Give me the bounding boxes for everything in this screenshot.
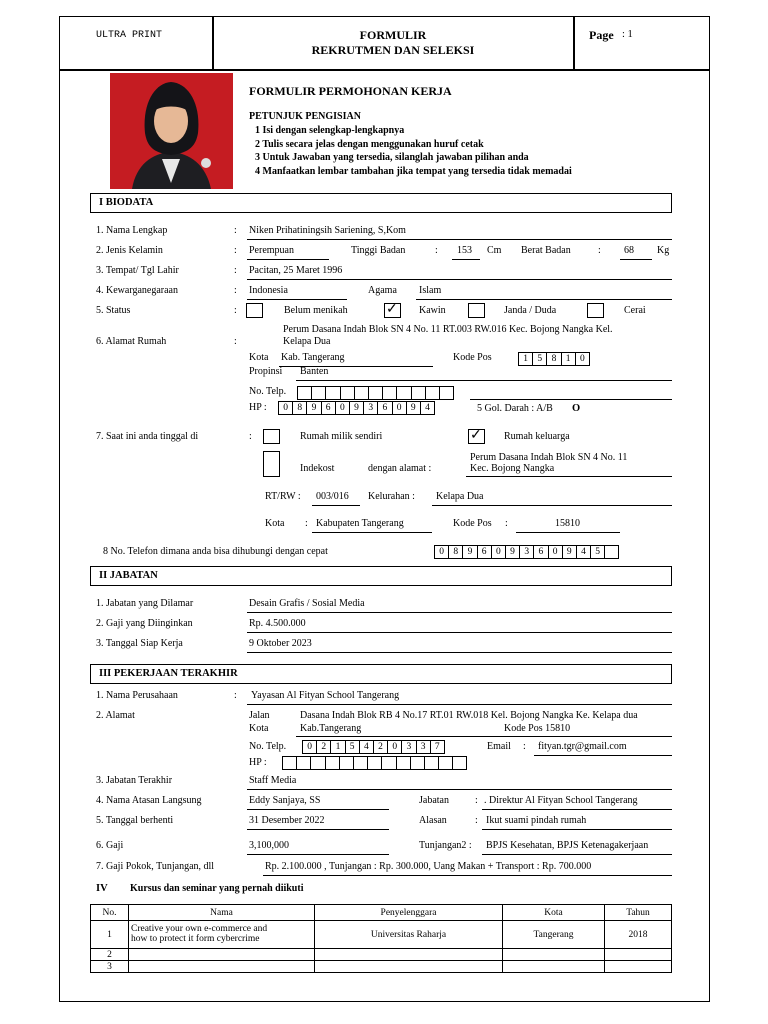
- colon: :: [249, 431, 252, 442]
- salary-value[interactable]: Rp. 4.500.000: [249, 618, 306, 629]
- birth-underline: [247, 279, 672, 280]
- sup-position-label: Jabatan: [419, 795, 449, 806]
- street-value[interactable]: Dasana Indah Blok RB 4 No.17 RT.01 RW.018 Kel. Bojong Nangka Ke. Kelapa dua: [300, 710, 638, 721]
- digit-cell: 5: [591, 546, 605, 558]
- cell-city: Tangerang: [503, 921, 605, 949]
- job-hp-boxes[interactable]: [282, 756, 467, 770]
- residence-label: 7. Saat ini anda tinggal di: [96, 431, 199, 442]
- allowance-value[interactable]: BPJS Kesehatan, BPJS Ketenagakerjaan: [486, 840, 649, 851]
- religion-label: Agama: [368, 285, 397, 296]
- header-col-divider-2: [573, 17, 575, 69]
- digit-cell: [354, 757, 368, 769]
- birth-label: 3. Tempat/ Tgl Lahir: [96, 265, 179, 276]
- colon: :: [234, 305, 237, 316]
- stop-label: 5. Tanggal berhenti: [96, 815, 174, 826]
- province-label: Propinsi: [249, 366, 283, 377]
- digit-cell: 7: [431, 741, 445, 753]
- instruction-item: 2 Tulis secara jelas dengan menggunakan huruf cetak: [255, 139, 484, 150]
- colon: :: [234, 285, 237, 296]
- company-name: ULTRA PRINT: [96, 30, 163, 41]
- status-checkbox-divorced[interactable]: [587, 303, 604, 318]
- digit-cell: [311, 757, 325, 769]
- postal2-label: Kode Pos: [453, 518, 492, 529]
- job-address-label: 2. Alamat: [96, 710, 135, 721]
- phone-label: No. Telp.: [249, 386, 287, 397]
- cell-no: 3: [91, 961, 129, 973]
- reason-value[interactable]: Ikut suami pindah rumah: [486, 815, 587, 826]
- city2-underline: [312, 532, 432, 533]
- residence-checkbox-family[interactable]: [468, 429, 485, 444]
- hp-boxes[interactable]: [278, 401, 435, 415]
- job-postal[interactable]: Kode Pos 15810: [504, 723, 571, 734]
- section-jabatan-heading: II JABATAN: [90, 566, 672, 586]
- ready-underline: [247, 652, 672, 653]
- stop-underline: [247, 829, 389, 830]
- colon: :: [475, 795, 478, 806]
- courses-heading: Kursus dan seminar yang pernah diikuti: [130, 883, 304, 894]
- address-label: 6. Alamat Rumah: [96, 336, 167, 347]
- rtrw-label: RT/RW :: [265, 491, 301, 502]
- cell-city: [503, 949, 605, 961]
- birth-value[interactable]: Pacitan, 25 Maret 1996: [249, 265, 343, 276]
- digit-cell: 5: [346, 741, 360, 753]
- company-underline: [247, 704, 672, 705]
- kelurahan-value[interactable]: Kelapa Dua: [436, 491, 484, 502]
- height-unit: Cm: [487, 245, 502, 256]
- email-value[interactable]: fityan.tgr@gmail.com: [538, 741, 627, 752]
- email-label: Email: [487, 741, 511, 752]
- digit-cell: 0: [435, 546, 449, 558]
- instruction-item: 1 Isi dengan selengkap-lengkapnya: [255, 125, 405, 136]
- col-no: No.: [91, 905, 129, 921]
- digit-cell: 0: [279, 402, 293, 414]
- status-checkbox-single[interactable]: [246, 303, 263, 318]
- digit-cell: [283, 757, 297, 769]
- table-header-row: [91, 905, 672, 921]
- digit-cell: [425, 757, 439, 769]
- digit-cell: 4: [360, 741, 374, 753]
- cell-organizer: Universitas Raharja: [315, 921, 503, 949]
- col-year: Tahun: [605, 905, 672, 921]
- ready-value[interactable]: 9 Oktober 2023: [249, 638, 312, 649]
- reason-label: Alasan: [419, 815, 447, 826]
- header-divider: [60, 69, 709, 71]
- citizenship-value[interactable]: Indonesia: [249, 285, 288, 296]
- colon: :: [234, 690, 237, 701]
- province-value[interactable]: Banten: [300, 366, 329, 377]
- digit-cell: 0: [492, 546, 506, 558]
- salary-label: 2. Gaji yang Diinginkan: [96, 618, 193, 629]
- stop-value[interactable]: 31 Desember 2022: [249, 815, 325, 826]
- salary-underline: [247, 632, 672, 633]
- digit-cell: [312, 387, 326, 399]
- ready-label: 3. Tanggal Siap Kerja: [96, 638, 183, 649]
- digit-cell: 3: [417, 741, 431, 753]
- instructions-heading: PETUNJUK PENGISIAN: [249, 111, 361, 122]
- instruction-item: 4 Manfaatkan lembar tambahan jika tempat yang tersedia tidak memadai: [255, 166, 572, 177]
- digit-cell: [368, 757, 382, 769]
- digit-cell: [340, 757, 354, 769]
- status-label: 5. Status: [96, 305, 131, 316]
- colon: :: [234, 225, 237, 236]
- position-underline: [247, 612, 672, 613]
- province-underline: [296, 380, 672, 381]
- digit-cell: 3: [520, 546, 534, 558]
- status-option-divorced: Cerai: [624, 305, 646, 316]
- digit-cell: [426, 387, 440, 399]
- position-value[interactable]: Desain Grafis / Sosial Media: [249, 598, 365, 609]
- job-phone-boxes[interactable]: [302, 740, 445, 754]
- blood-label: 5 Gol. Darah : A/B: [477, 403, 553, 414]
- digit-cell: 0: [303, 741, 317, 753]
- form-title: FORMULIR PERMOHONAN KERJA: [249, 84, 452, 98]
- applicant-photo: [110, 73, 233, 189]
- sup-position-value[interactable]: . Direktur Al Fityan School Tangerang: [484, 795, 638, 806]
- col-city: Kota: [503, 905, 605, 921]
- residence-checkbox-kost[interactable]: [263, 451, 280, 477]
- last-position-label: 3. Jabatan Terakhir: [96, 775, 173, 786]
- postal-label: Kode Pos: [453, 352, 492, 363]
- weight-unit: Kg: [657, 245, 670, 256]
- job-city-value[interactable]: Kab.Tangerang: [300, 723, 362, 734]
- postal2-underline: [516, 532, 620, 533]
- digit-cell: [355, 387, 369, 399]
- city-label: Kota: [249, 352, 269, 363]
- header-col-divider-1: [212, 17, 214, 69]
- cell-no: 1: [91, 921, 129, 949]
- cell-year: [605, 961, 672, 973]
- postal-code-boxes[interactable]: [518, 352, 590, 366]
- address-value-line1[interactable]: Perum Dasana Indah Blok SN 4 No. 11 RT.003 RW.016 Kec. Bojong Nangka Kel.: [283, 324, 613, 335]
- email-underline: [534, 755, 672, 756]
- company-value[interactable]: Yayasan Al Fityan School Tangerang: [251, 690, 400, 701]
- street-label: Jalan: [249, 710, 270, 721]
- kelurahan-label: Kelurahan :: [368, 491, 415, 502]
- colon: :: [305, 518, 308, 529]
- digit-cell: 6: [478, 546, 492, 558]
- residence-option-family: Rumah keluarga: [504, 431, 570, 442]
- digit-cell: [298, 387, 312, 399]
- weight-value[interactable]: 68: [624, 245, 634, 256]
- cell-city: [503, 961, 605, 973]
- cell-year: [605, 949, 672, 961]
- city2-label: Kota: [265, 518, 285, 529]
- religion-value[interactable]: Islam: [419, 285, 442, 296]
- status-option-single: Belum menikah: [284, 305, 348, 316]
- supervisor-underline: [247, 809, 389, 810]
- weight-label: Berat Badan: [521, 245, 571, 256]
- name-label: 1. Nama Lengkap: [96, 225, 168, 236]
- digit-cell: 1: [562, 353, 576, 365]
- digit-cell: 8: [449, 546, 463, 558]
- blood-value[interactable]: O: [572, 403, 581, 414]
- digit-cell: [411, 757, 425, 769]
- digit-cell: [397, 757, 411, 769]
- breakdown-label: 7. Gaji Pokok, Tunjangan, dll: [96, 861, 215, 872]
- weight-underline: [620, 259, 652, 260]
- name-value[interactable]: Niken Prihatiningsih Sariening, S,Kom: [249, 225, 406, 236]
- digit-cell: [382, 757, 396, 769]
- digit-cell: 9: [350, 402, 364, 414]
- supervisor-value[interactable]: Eddy Sanjaya, SS: [249, 795, 321, 806]
- digit-cell: [412, 387, 426, 399]
- name-underline: [247, 239, 672, 240]
- colon: :: [234, 245, 237, 256]
- digit-cell: [605, 546, 619, 558]
- table-row[interactable]: [91, 921, 672, 949]
- cell-organizer: [315, 949, 503, 961]
- citizenship-label: 4. Kewarganegaraan: [96, 285, 178, 296]
- pay-label: 6. Gaji: [96, 840, 124, 851]
- pay-value[interactable]: 3,100,000: [249, 840, 289, 851]
- job-hp-label: HP :: [249, 757, 267, 768]
- residence-option-own: Rumah milik sendiri: [300, 431, 383, 442]
- digit-cell: 3: [364, 402, 378, 414]
- postal2-value[interactable]: 15810: [555, 518, 580, 529]
- col-name: Nama: [129, 905, 315, 921]
- job-phone-label: No. Telp.: [249, 741, 287, 752]
- colon: :: [475, 815, 478, 826]
- section-last-job-heading: III PEKERJAAN TERAKHIR: [90, 664, 672, 684]
- digit-cell: 6: [322, 402, 336, 414]
- phone-boxes[interactable]: [297, 386, 454, 400]
- digit-cell: 0: [549, 546, 563, 558]
- col-organizer: Penyelenggara: [315, 905, 503, 921]
- digit-cell: 5: [533, 353, 547, 365]
- table-row[interactable]: [91, 961, 672, 973]
- header-title-line1: FORMULIR: [359, 28, 427, 42]
- cell-name-line1: Creative your own e-commerce and: [131, 923, 268, 934]
- contact-boxes[interactable]: [434, 545, 619, 559]
- digit-cell: 2: [374, 741, 388, 753]
- allowance-label: Tunjangan2 :: [419, 840, 472, 851]
- with-address-line2[interactable]: Kec. Bojong Nangka: [470, 463, 555, 474]
- city-value[interactable]: Kab. Tangerang: [281, 352, 345, 363]
- digit-cell: 9: [506, 546, 520, 558]
- digit-cell: 2: [317, 741, 331, 753]
- digit-cell: 0: [336, 402, 350, 414]
- phone-underline: [470, 399, 672, 400]
- gender-underline: [247, 259, 329, 260]
- digit-cell: 9: [307, 402, 321, 414]
- city2-value[interactable]: Kabupaten Tangerang: [316, 518, 404, 529]
- digit-cell: [383, 387, 397, 399]
- hp-label: HP :: [249, 402, 267, 413]
- cell-year: 2018: [605, 921, 672, 949]
- cell-name-line2: how to protect it form cybercrime: [131, 933, 260, 944]
- digit-cell: 0: [388, 741, 402, 753]
- residence-option-kost: Indekost: [300, 463, 335, 474]
- address-value-line2[interactable]: Kelapa Dua: [283, 336, 331, 347]
- colon: :: [598, 245, 601, 256]
- breakdown-value[interactable]: Rp. 2.100.000 , Tunjangan : Rp. 300.000, Uang Makan + Transport : Rp. 700.000: [265, 861, 592, 872]
- digit-cell: 0: [393, 402, 407, 414]
- table-row[interactable]: [91, 949, 672, 961]
- citizenship-underline: [247, 299, 347, 300]
- status-checkbox-married[interactable]: [384, 303, 401, 318]
- job-city-underline: [296, 736, 672, 737]
- digit-cell: [297, 757, 311, 769]
- gender-label: 2. Jenis Kelamin: [96, 245, 163, 256]
- religion-underline: [416, 299, 672, 300]
- courses-heading-number: IV: [96, 883, 108, 894]
- digit-cell: 6: [378, 402, 392, 414]
- breakdown-underline: [263, 875, 672, 876]
- with-address-line1[interactable]: Perum Dasana Indah Blok SN 4 No. 11: [470, 452, 628, 463]
- section-biodata-heading: I BIODATA: [90, 193, 672, 213]
- digit-cell: [440, 387, 454, 399]
- instruction-item: 3 Untuk Jawaban yang tersedia, silanglah jawaban pilihan anda: [255, 152, 529, 163]
- cell-name: [129, 961, 315, 973]
- residence-checkbox-own[interactable]: [263, 429, 280, 444]
- digit-cell: 3: [402, 741, 416, 753]
- pay-underline: [247, 854, 389, 855]
- digit-cell: [439, 757, 453, 769]
- page-number: : 1: [622, 29, 633, 40]
- digit-cell: [397, 387, 411, 399]
- gender-value[interactable]: Perempuan: [249, 245, 294, 256]
- digit-cell: 1: [519, 353, 533, 365]
- digit-cell: 0: [576, 353, 590, 365]
- status-checkbox-widowed[interactable]: [468, 303, 485, 318]
- allowance-underline: [482, 854, 672, 855]
- cell-organizer: [315, 961, 503, 973]
- height-underline: [452, 259, 480, 260]
- digit-cell: 8: [293, 402, 307, 414]
- check-mark-icon: ✓: [470, 428, 482, 443]
- digit-cell: [341, 387, 355, 399]
- last-position-value[interactable]: Staff Media: [249, 775, 297, 786]
- digit-cell: 6: [534, 546, 548, 558]
- digit-cell: 8: [547, 353, 561, 365]
- status-option-widowed: Janda / Duda: [504, 305, 557, 316]
- last-position-underline: [247, 789, 672, 790]
- status-option-married: Kawin: [419, 305, 446, 316]
- position-label: 1. Jabatan yang Dilamar: [96, 598, 194, 609]
- digit-cell: 1: [331, 741, 345, 753]
- digit-cell: 9: [463, 546, 477, 558]
- header-title-line2: REKRUTMEN DAN SELEKSI: [311, 43, 475, 57]
- cell-name: [129, 921, 315, 949]
- company-label: 1. Nama Perusahaan: [96, 690, 178, 701]
- cell-name: [129, 949, 315, 961]
- digit-cell: 9: [407, 402, 421, 414]
- digit-cell: [326, 387, 340, 399]
- contact-label: 8 No. Telefon dimana anda bisa dihubungi dengan cepat: [103, 546, 328, 557]
- cell-no: 2: [91, 949, 129, 961]
- courses-table: [90, 904, 672, 973]
- digit-cell: [453, 757, 467, 769]
- colon: :: [234, 336, 237, 347]
- rtrw-underline: [312, 505, 360, 506]
- supervisor-label: 4. Nama Atasan Langsung: [96, 795, 202, 806]
- kelurahan-underline: [432, 505, 672, 506]
- colon: :: [505, 518, 508, 529]
- with-address-underline: [466, 476, 672, 477]
- digit-cell: [326, 757, 340, 769]
- check-mark-icon: ✓: [386, 302, 398, 317]
- colon: :: [435, 245, 438, 256]
- with-address-label: dengan alamat :: [368, 463, 432, 474]
- height-value[interactable]: 153: [457, 245, 472, 256]
- page-label: Page: [589, 28, 614, 42]
- digit-cell: 4: [577, 546, 591, 558]
- colon: :: [523, 741, 526, 752]
- height-label: Tinggi Badan: [351, 245, 406, 256]
- reason-underline: [482, 829, 672, 830]
- job-city-label: Kota: [249, 723, 269, 734]
- digit-cell: [369, 387, 383, 399]
- digit-cell: 4: [421, 402, 435, 414]
- digit-cell: 9: [563, 546, 577, 558]
- rtrw-value[interactable]: 003/016: [316, 491, 349, 502]
- sup-position-underline: [482, 809, 672, 810]
- colon: :: [234, 265, 237, 276]
